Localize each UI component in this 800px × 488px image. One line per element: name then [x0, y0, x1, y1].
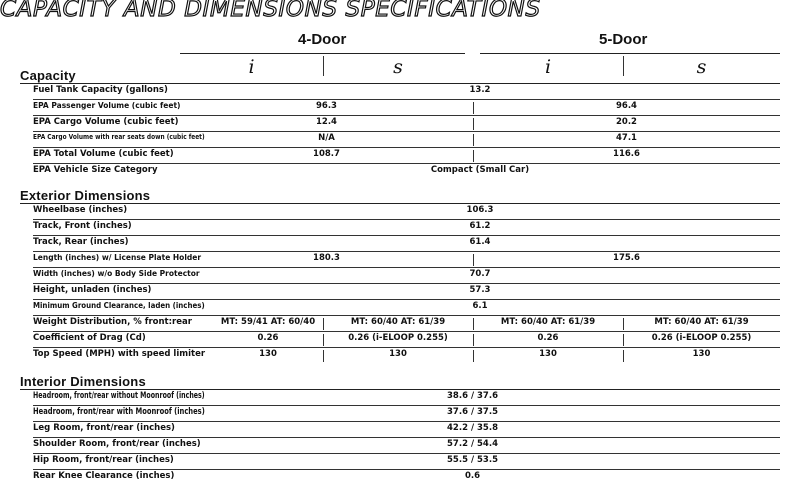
row-value: MT: 60/40 AT: 61/39 — [500, 317, 596, 327]
row-label: Weight Distribution, % front:rear — [33, 317, 192, 327]
row-value: 96.4 — [616, 101, 637, 111]
row-label: Shoulder Room, front/rear (inches) — [33, 439, 201, 449]
row-value: MT: 60/40 AT: 61/39 — [654, 317, 749, 327]
table-row — [33, 470, 780, 486]
row-label: Leg Room, front/rear (inches) — [33, 423, 175, 433]
trim-divider — [623, 56, 624, 76]
row-value: 12.4 — [316, 117, 337, 127]
table-row — [33, 100, 780, 116]
table-row — [33, 268, 780, 284]
section-interior-dimensions: Interior Dimensions — [20, 374, 146, 389]
row-value: Compact (Small Car) — [430, 165, 530, 175]
row-value: 96.3 — [316, 101, 337, 111]
table-row — [33, 84, 780, 100]
row-label: Length (inches) w/ License Plate Holder — [33, 253, 202, 262]
row-value: 0.6 — [464, 471, 481, 481]
row-label: Headroom, front/rear with Moonroof (inches) — [33, 407, 205, 417]
row-value: 108.7 — [313, 149, 340, 159]
row-value: 61.2 — [469, 221, 491, 231]
row-value: 61.4 — [469, 237, 491, 247]
row-value: 13.2 — [469, 85, 491, 95]
table-row — [33, 236, 780, 252]
row-label: Rear Knee Clearance (inches) — [33, 471, 175, 481]
table-row — [33, 422, 780, 438]
row-value: MT: 59/41 AT: 60/40 — [220, 317, 316, 327]
table-row — [33, 204, 780, 220]
row-label: EPA Cargo Volume (cubic feet) — [33, 117, 179, 127]
trim-5door-s: s — [696, 56, 707, 78]
row-value: 57.2 / 54.4 — [447, 439, 498, 449]
table-row — [33, 300, 780, 316]
row-value: 130 — [259, 349, 277, 359]
table-row — [33, 220, 780, 236]
row-value: 38.6 / 37.6 — [447, 391, 498, 401]
row-label: Top Speed (MPH) with speed limiter — [33, 349, 206, 359]
row-value: 47.1 — [616, 133, 637, 143]
table-row — [33, 316, 780, 332]
row-value: MT: 60/40 AT: 61/39 — [350, 317, 446, 327]
table-row — [33, 438, 780, 454]
row-value: 0.26 (i-ELOOP 0.255) — [651, 333, 752, 343]
five-door-underline — [480, 53, 780, 54]
four-door-underline — [180, 53, 465, 54]
row-label: Minimum Ground Clearance, laden (inches) — [33, 301, 205, 310]
row-label: Coefficient of Drag (Cd) — [33, 333, 146, 343]
row-value: 0.26 — [257, 333, 279, 343]
row-value: 130 — [539, 349, 557, 359]
row-label: EPA Cargo Volume with rear seats down (cubic feet) — [33, 133, 205, 141]
trim-5door-i: i — [544, 56, 552, 78]
section-exterior-dimensions: Exterior Dimensions — [20, 188, 151, 203]
table-row — [33, 284, 780, 300]
row-value: 130 — [389, 349, 407, 359]
row-value: 20.2 — [616, 117, 637, 127]
row-value: 116.6 — [613, 149, 640, 159]
row-value: 175.6 — [613, 253, 640, 263]
row-label: Height, unladen (inches) — [33, 285, 152, 295]
row-value: 130 — [692, 349, 711, 359]
row-label: EPA Vehicle Size Category — [33, 165, 158, 175]
row-value: 0.26 — [537, 333, 559, 343]
row-value: 57.3 — [469, 285, 491, 295]
row-label: EPA Passenger Volume (cubic feet) — [33, 101, 181, 110]
table-row — [33, 132, 780, 148]
five-door-header: 5-Door — [599, 31, 648, 48]
row-label: Width (inches) w/o Body Side Protector — [33, 269, 200, 278]
row-value: 42.2 / 35.8 — [447, 423, 498, 433]
table-row — [33, 332, 780, 348]
row-value: N/A — [318, 133, 335, 143]
row-label: Wheelbase (inches) — [33, 205, 128, 215]
row-label: Fuel Tank Capacity (gallons) — [33, 85, 168, 95]
table-row — [33, 406, 780, 422]
table-row — [33, 390, 780, 406]
section-capacity: Capacity — [20, 68, 76, 83]
row-label: EPA Total Volume (cubic feet) — [33, 149, 174, 159]
four-door-header: 4-Door — [298, 31, 347, 48]
table-row — [33, 252, 780, 268]
row-label: Track, Rear (inches) — [33, 237, 129, 247]
trim-4door-s: s — [393, 56, 403, 78]
page-title: CAPACITY AND DIMENSIONS SPECIFICATIONS — [0, 0, 541, 22]
table-row — [33, 116, 780, 132]
row-value: 0.26 (i-ELOOP 0.255) — [348, 333, 448, 343]
row-value: 106.3 — [466, 205, 494, 215]
row-label: Headroom, front/rear without Moonroof (inches) — [33, 391, 205, 401]
trim-divider — [323, 56, 324, 76]
row-label: Hip Room, front/rear (inches) — [33, 455, 174, 465]
table-row — [33, 148, 780, 164]
row-value: 180.3 — [313, 253, 340, 263]
row-label: Track, Front (inches) — [33, 221, 132, 231]
row-value: 70.7 — [469, 269, 491, 279]
table-row — [33, 454, 780, 470]
row-value: 55.5 / 53.5 — [447, 455, 498, 465]
table-row — [33, 348, 780, 364]
row-value: 37.6 / 37.5 — [447, 407, 498, 417]
table-row — [33, 164, 780, 180]
trim-4door-i: i — [248, 56, 255, 78]
row-value: 6.1 — [472, 301, 488, 311]
